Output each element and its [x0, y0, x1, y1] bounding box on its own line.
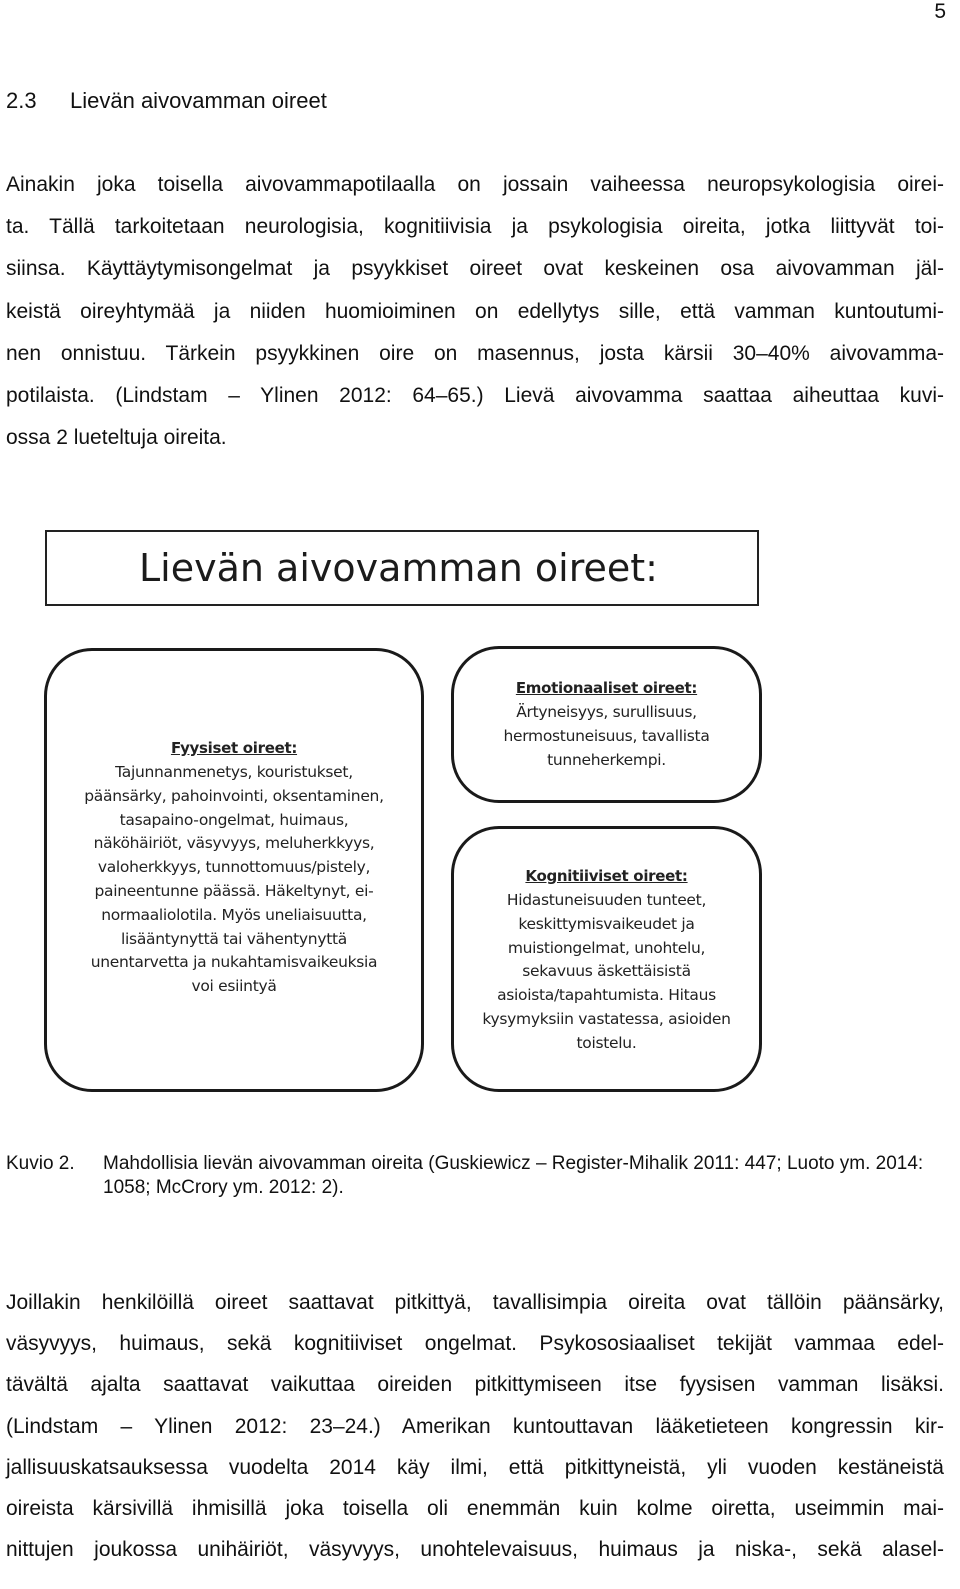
symptom-line: muistiongelmat, unohtelu, [507, 938, 706, 957]
symptom-line: näköhäiriöt, väsyvyys, meluherkkyys, [93, 834, 375, 853]
paragraph-line: (Lindstam – Ylinen 2012: 23–24.) Amerikan kuntouttavan lääketieteen kongressin kir- [6, 1414, 944, 1438]
symptom-line: Hidastuneisuuden tunteet, [506, 891, 707, 909]
symptom-line: valoherkkyys, tunnottomuus/pistely, [97, 858, 371, 877]
paragraph-line: nittujen joukossa unihäiriöt, väsyvyys, unohtelevaisuus, huimaus ja niska-, sekä alasel- [6, 1538, 944, 1562]
paragraph-line: tävältä ajalta saattavat vaikuttaa oireiden pitkittymiseen itse fyysisen vamman lisäksi. [6, 1373, 944, 1397]
emotional-symptoms-heading: Emotionaaliset oireet: [515, 679, 698, 697]
figure-title: Lievän aivovamman oireet: [139, 546, 658, 590]
body-paragraph [6, 1282, 944, 1570]
paragraph-line: nen onnistuu. Tärkein psyykkinen oire on masennus, josta kärsii 30–40% aivovamma- [6, 341, 944, 365]
paragraph-line: oireista kärsivillä ihmisillä joka toisella oli enemmän kuin kolme oiretta, useimmin mai- [6, 1497, 944, 1521]
symptom-line: normaaliolotila. Myös uneliaisuutta, [101, 905, 367, 924]
paragraph-line: Ainakin joka toisella aivovammapotilaalla on jossain vaiheessa neuropsykologisia oirei- [6, 173, 944, 196]
symptom-line: lisääntynyttä tai vähentynyttä [121, 929, 347, 948]
symptom-line: hermostuneisuus, tavallista [503, 726, 710, 745]
section-title: Lievän aivovamman oireet [70, 88, 327, 113]
section-number: 2.3 [6, 88, 37, 113]
symptom-line: paineentunne päässä. Häkeltynyt, ei- [94, 881, 374, 900]
paragraph-line: jallisuuskatsauksessa vuodelta 2014 käy ilmi, että pitkittyneistä, yli vuoden kestäneistä [6, 1455, 944, 1479]
figure-title-box [45, 530, 759, 606]
physical-symptoms-text [47, 761, 421, 999]
paragraph-line: Joillakin henkilöillä oireet saattavat pitkittyä, tavallisimpia oireita ovat tällöin päänsärky, [6, 1291, 944, 1314]
symptom-line: tunneherkempi. [547, 750, 666, 769]
cognitive-symptoms-box [451, 826, 762, 1092]
physical-symptoms-box [44, 648, 424, 1092]
symptom-line: päänsärky, pahoinvointi, oksentaminen, [84, 786, 384, 805]
paragraph-line: keistä oireyhtymää ja niiden huomioiminen on edellytys sille, että vamman kuntoutumi- [6, 299, 944, 323]
symptom-line: kysymyksiin vastatessa, asioiden [482, 1009, 731, 1028]
page-number: 5 [934, 0, 946, 23]
paragraph-line: ta. Tällä tarkoitetaan neurologisia, kognitiivisia ja psykologisia oireita, jotka liittyvät toi- [6, 215, 944, 239]
symptom-line: asioista/tapahtumista. Hitaus [497, 986, 716, 1005]
symptom-line: toistelu. [576, 1033, 637, 1052]
intro-paragraph [6, 164, 944, 459]
symptom-line: Tajunnanmenetys, kouristukset, [115, 763, 353, 781]
symptom-line: Ärtyneisyys, surullisuus, [516, 703, 697, 721]
emotional-symptoms-text [454, 701, 759, 772]
symptom-line: sekavuus äskettäisistä [522, 962, 691, 981]
physical-symptoms-heading: Fyysiset oireet: [170, 739, 298, 757]
section-heading [6, 88, 327, 114]
cognitive-symptoms-heading: Kognitiiviset oireet: [525, 867, 688, 885]
symptom-line: unentarvetta ja nukahtamisvaikeuksia [90, 953, 378, 972]
paragraph-line: ossa 2 lueteltuja oireita. [6, 426, 227, 450]
symptom-line: voi esiintyä [191, 977, 277, 996]
emotional-symptoms-box [451, 646, 762, 803]
caption-text: Mahdollisia lievän aivovamman oireita (Guskiewicz – Register-Mihalik 2011: 447; Luoto ym. 2014: 1058; McCrory ym. 2012: 2). [103, 1153, 924, 1198]
symptom-line: keskittymisvaikeudet ja [518, 914, 695, 933]
paragraph-line: potilaista. (Lindstam – Ylinen 2012: 64–65.) Lievä aivovamma saattaa aiheuttaa kuvi- [6, 384, 944, 408]
paragraph-line: väsyvyys, huimaus, sekä kognitiiviset ongelmat. Psykososiaaliset tekijät vammaa edel- [6, 1332, 944, 1356]
cognitive-symptoms-text [454, 889, 759, 1056]
symptom-line: tasapaino-ongelmat, huimaus, [119, 810, 349, 829]
caption-label: Kuvio 2. [6, 1153, 75, 1174]
paragraph-line: siinsa. Käyttäytymisongelmat ja psyykkiset oireet ovat keskeinen osa aivovamman jäl- [6, 257, 944, 281]
